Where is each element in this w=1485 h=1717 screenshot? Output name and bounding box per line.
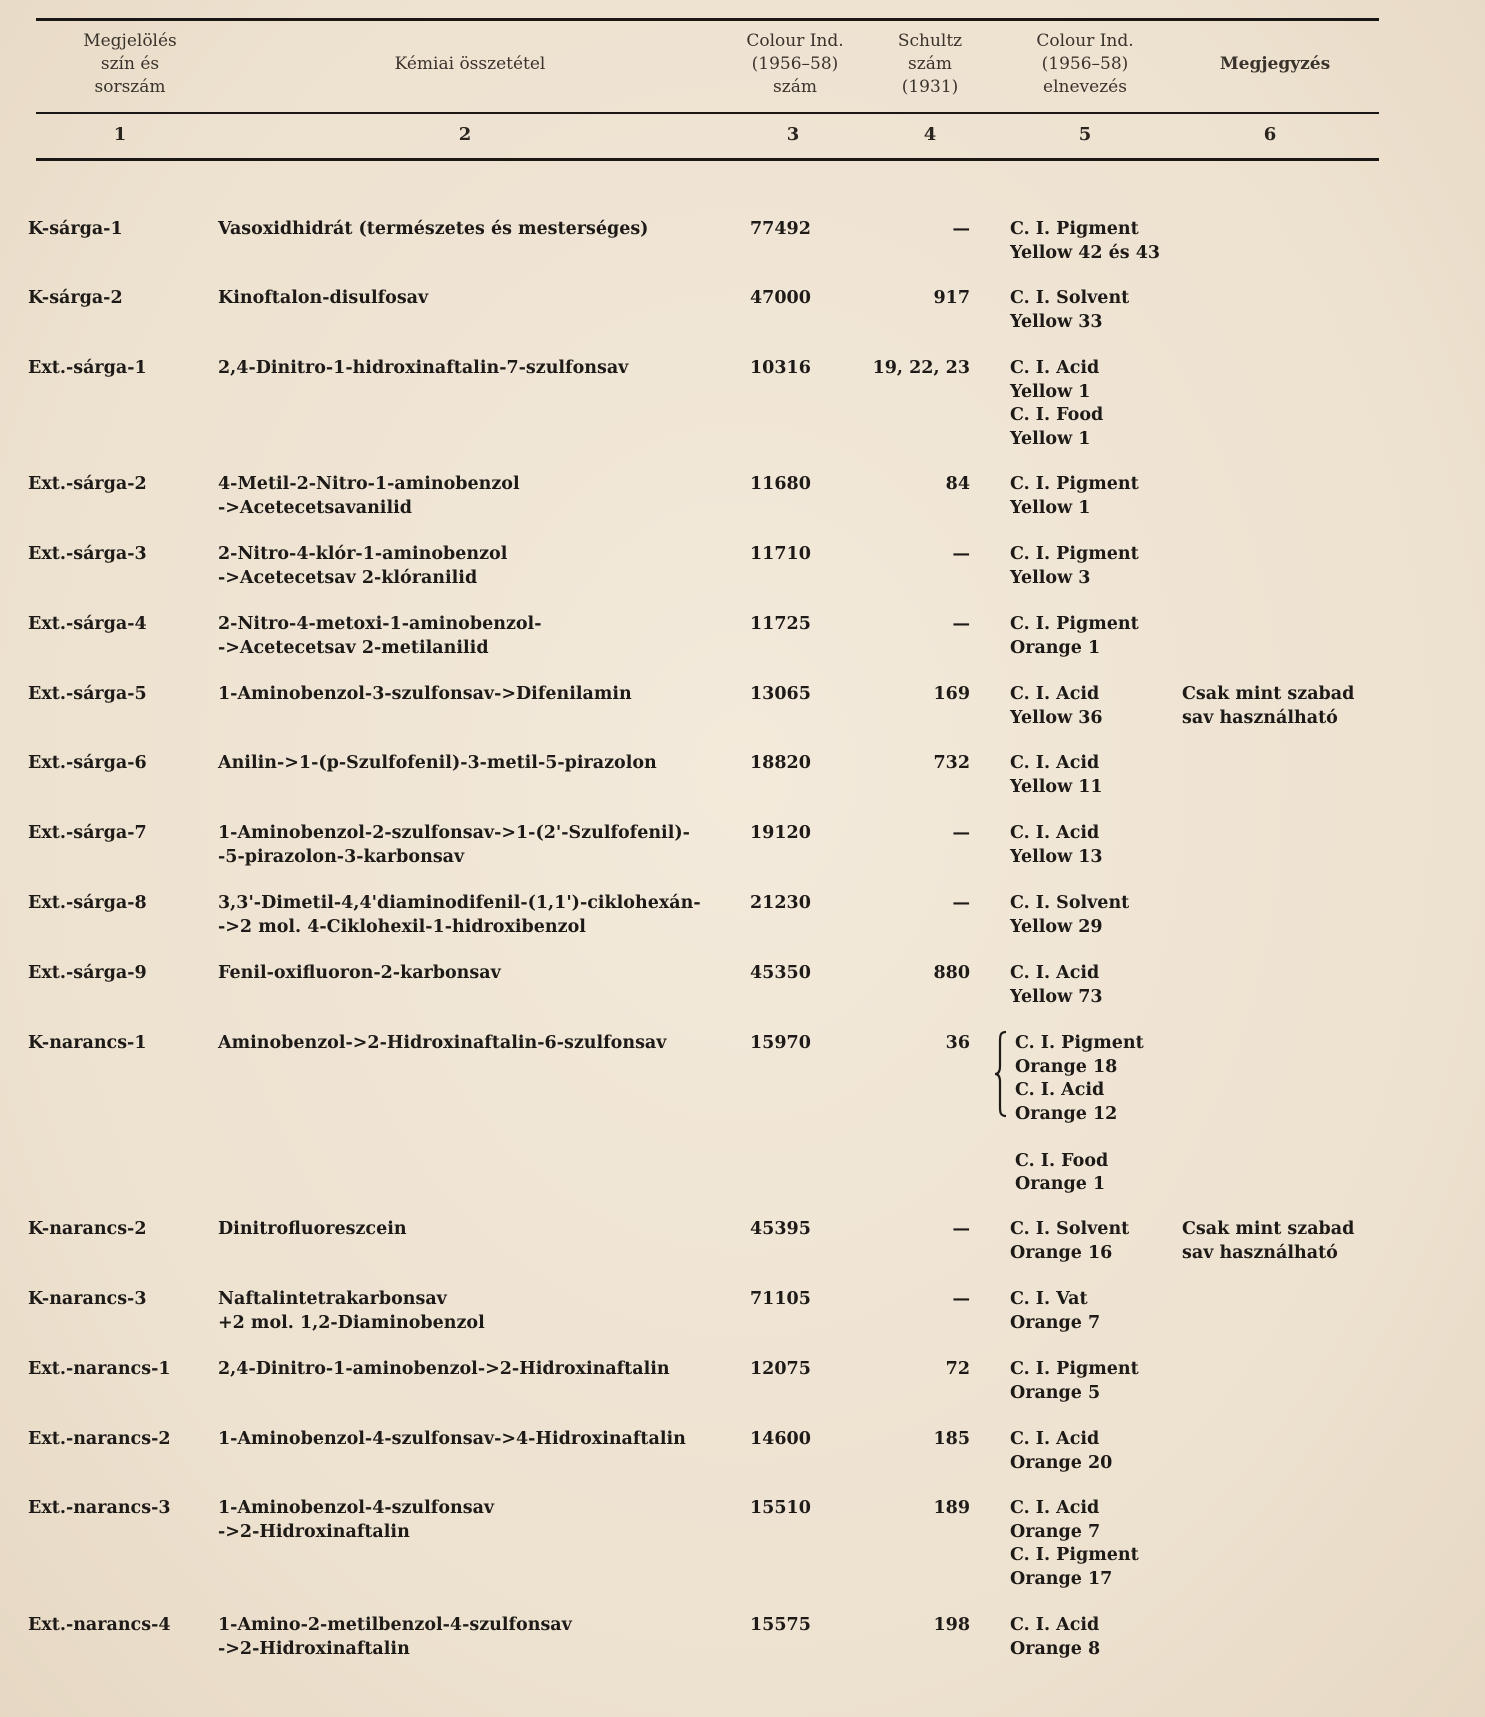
- row-schultz-number: 198: [933, 1615, 970, 1635]
- row-composition: [218, 287, 718, 311]
- row-composition: [218, 1218, 718, 1242]
- ci-name-line: C. I. Pigment: [1010, 474, 1139, 494]
- header-col4-line: (1931): [901, 77, 959, 97]
- row-ci-number: 18820: [750, 753, 811, 773]
- ci-name-line: Orange 5: [1010, 1382, 1101, 1403]
- row-composition: [218, 822, 718, 869]
- row-ci-number: 11680: [750, 474, 811, 494]
- row-label: K-narancs-1: [28, 1033, 147, 1053]
- ci-name-line: C. I. Acid: [1010, 358, 1100, 378]
- row-label: Ext.-sárga-6: [28, 753, 147, 773]
- ci-name-line: C. I. Solvent: [1010, 288, 1130, 308]
- ci-name-line: C. I. Acid: [1010, 684, 1100, 704]
- ci-name-line: C. I. Acid: [1010, 1615, 1100, 1635]
- ci-name-line: C. I. Pigment: [1010, 219, 1139, 239]
- ci-name-line: Yellow 36: [1010, 707, 1103, 728]
- ci-name-line: C. I. Pigment: [1010, 544, 1139, 564]
- row-ci-name: [1010, 892, 1185, 939]
- row-composition: [218, 357, 718, 381]
- row-ci-name: [1010, 962, 1185, 1009]
- row-ci-name: [1010, 218, 1185, 265]
- row-ci-number: 71105: [750, 1289, 811, 1309]
- composition-line: ->2 mol. 4-Ciklohexil-1-hidroxibenzol: [218, 916, 586, 937]
- header-col2-line: Kémiai összetétel: [394, 54, 546, 74]
- header-col1-line: sorszám: [94, 77, 166, 97]
- header-col1-line: szín és: [100, 54, 160, 74]
- ci-name-line: Orange 12: [1015, 1103, 1118, 1124]
- ci-name-line: C. I. Acid: [1010, 963, 1100, 983]
- column-number: 5: [1078, 124, 1092, 145]
- ci-name-line: C. I. Acid: [1010, 1429, 1100, 1449]
- row-label: K-sárga-1: [28, 219, 123, 239]
- ci-name-line: C. I. Food: [1015, 1150, 1109, 1171]
- ci-name-line: Orange 7: [1010, 1521, 1101, 1542]
- row-ci-number: 19120: [750, 823, 811, 843]
- row-label: K-sárga-2: [28, 288, 123, 308]
- composition-line: ->Acetecetsavanilid: [218, 497, 412, 518]
- composition-line: Kinoftalon-disulfosav: [218, 288, 429, 308]
- ci-name-line: Orange 1: [1010, 637, 1101, 658]
- row-ci-name: [1010, 543, 1185, 590]
- ci-name-line: Yellow 33: [1010, 311, 1103, 332]
- row-schultz-number: 917: [933, 288, 970, 308]
- composition-line: 2-Nitro-4-klór-1-aminobenzol: [218, 544, 508, 564]
- composition-line: ->2-Hidroxinaftalin: [218, 1638, 410, 1659]
- row-ci-name: [1015, 1032, 1190, 1197]
- row-composition: [218, 543, 718, 590]
- row-ci-number: 77492: [750, 219, 811, 239]
- row-composition: [218, 752, 718, 776]
- ci-name-line: Orange 18: [1015, 1056, 1118, 1077]
- row-ci-name: [1010, 1358, 1185, 1405]
- header-col5-line: (1956–58): [1041, 54, 1129, 74]
- row-ci-name: [1010, 1428, 1185, 1475]
- row-composition: [218, 218, 718, 242]
- row-schultz-number: 36: [945, 1033, 970, 1053]
- ci-name-line: Yellow 1: [1010, 428, 1091, 449]
- row-ci-name: [1010, 683, 1185, 730]
- note-line: Csak mint szabad: [1182, 684, 1355, 704]
- column-number: 1: [113, 124, 127, 145]
- ci-name-line: Orange 20: [1010, 1452, 1113, 1473]
- row-ci-name: [1010, 1288, 1185, 1335]
- ci-name-line: C. I. Pigment: [1015, 1033, 1144, 1053]
- row-note: [1182, 1218, 1382, 1265]
- row-ci-name: [1010, 1614, 1185, 1661]
- ci-name-line: [1015, 1126, 1190, 1150]
- row-composition: [218, 1032, 718, 1056]
- row-ci-name: [1010, 752, 1185, 799]
- ci-name-line: C. I. Solvent: [1010, 893, 1130, 913]
- composition-line: 3,3'-Dimetil-4,4'diaminodifenil-(1,1')-ciklohexán-: [218, 893, 701, 913]
- row-ci-number: 15970: [750, 1033, 811, 1053]
- row-schultz-number: 19, 22, 23: [872, 358, 970, 378]
- row-label: Ext.-sárga-7: [28, 823, 147, 843]
- header-col3-line: (1956–58): [751, 54, 839, 74]
- composition-line: ->2-Hidroxinaftalin: [218, 1521, 410, 1542]
- row-composition: [218, 683, 718, 707]
- ci-name-line: Orange 16: [1010, 1242, 1113, 1263]
- header-col5-line: Colour Ind.: [1036, 31, 1134, 51]
- row-label: K-narancs-2: [28, 1219, 147, 1239]
- header-col4-line: Schultz: [897, 31, 963, 51]
- row-ci-number: 11710: [750, 544, 811, 564]
- row-schultz-number: 880: [933, 963, 970, 983]
- row-ci-name: [1010, 822, 1185, 869]
- note-line: sav használható: [1182, 707, 1338, 728]
- column-number: 2: [458, 124, 472, 145]
- header-col5-line: elnevezés: [1043, 77, 1127, 97]
- row-ci-number: 47000: [750, 288, 811, 308]
- row-ci-number: 15510: [750, 1498, 811, 1518]
- ci-name-line: Yellow 73: [1010, 986, 1103, 1007]
- row-composition: [218, 1288, 718, 1335]
- row-schultz-number: 84: [945, 474, 970, 494]
- row-ci-name: [1010, 1497, 1185, 1591]
- header-col4-line: szám: [908, 54, 952, 74]
- composition-line: 1-Aminobenzol-4-szulfonsav->4-Hidroxinaftalin: [218, 1429, 686, 1449]
- header-col1-line: Megjelölés: [83, 31, 177, 51]
- ci-name-line: C. I. Acid: [1010, 753, 1100, 773]
- composition-line: 4-Metil-2-Nitro-1-aminobenzol: [218, 474, 520, 494]
- ci-name-line: C. I. Acid: [1010, 823, 1100, 843]
- composition-line: +2 mol. 1,2-Diaminobenzol: [218, 1312, 485, 1333]
- ci-name-line: Orange 17: [1010, 1568, 1113, 1589]
- row-ci-name: [1010, 473, 1185, 520]
- row-ci-name: [1010, 1218, 1185, 1265]
- ci-name-line: Yellow 29: [1010, 916, 1103, 937]
- column-number: 4: [923, 124, 937, 145]
- row-label: K-narancs-3: [28, 1289, 147, 1309]
- row-ci-number: 14600: [750, 1429, 811, 1449]
- row-schultz-number: 169: [933, 684, 970, 704]
- row-schultz-number: —: [952, 823, 970, 843]
- row-label: Ext.-narancs-3: [28, 1498, 171, 1518]
- row-label: Ext.-sárga-5: [28, 684, 147, 704]
- row-ci-number: 10316: [750, 358, 811, 378]
- row-schultz-number: —: [952, 219, 970, 239]
- column-number: 3: [786, 124, 800, 145]
- ci-name-line: C. I. Vat: [1010, 1289, 1088, 1309]
- ci-name-line: C. I. Pigment: [1010, 1545, 1139, 1565]
- ci-name-line: C. I. Pigment: [1010, 1359, 1139, 1379]
- row-composition: [218, 613, 718, 660]
- row-composition: [218, 892, 718, 939]
- composition-line: -5-pirazolon-3-karbonsav: [218, 846, 465, 867]
- row-schultz-number: 732: [933, 753, 970, 773]
- row-schultz-number: 185: [933, 1429, 970, 1449]
- composition-line: Anilin->1-(p-Szulfofenil)-3-metil-5-pirazolon: [218, 753, 657, 773]
- row-label: Ext.-sárga-4: [28, 614, 147, 634]
- ci-name-line: C. I. Food: [1010, 405, 1104, 425]
- row-label: Ext.-sárga-8: [28, 893, 147, 913]
- row-ci-number: 21230: [750, 893, 811, 913]
- composition-line: 2,4-Dinitro-1-aminobenzol->2-Hidroxinaftalin: [218, 1359, 670, 1379]
- composition-line: 1-Amino-2-metilbenzol-4-szulfonsav: [218, 1615, 572, 1635]
- row-label: Ext.-sárga-9: [28, 963, 147, 983]
- row-label: Ext.-narancs-1: [28, 1359, 171, 1379]
- row-ci-number: 15575: [750, 1615, 811, 1635]
- composition-line: 2-Nitro-4-metoxi-1-aminobenzol-: [218, 614, 542, 634]
- row-ci-number: 45395: [750, 1219, 811, 1239]
- row-schultz-number: —: [952, 893, 970, 913]
- row-ci-name: [1010, 287, 1185, 334]
- ci-name-line: Yellow 1: [1010, 381, 1091, 402]
- composition-line: 1-Aminobenzol-3-szulfonsav->Difenilamin: [218, 684, 632, 704]
- row-schultz-number: —: [952, 544, 970, 564]
- ci-name-line: Orange 8: [1010, 1638, 1101, 1659]
- ci-name-line: C. I. Acid: [1010, 1498, 1100, 1518]
- composition-line: Aminobenzol->2-Hidroxinaftalin-6-szulfonsav: [218, 1033, 667, 1053]
- row-composition: [218, 1428, 718, 1452]
- row-composition: [218, 473, 718, 520]
- row-schultz-number: —: [952, 614, 970, 634]
- row-composition: [218, 1497, 718, 1544]
- note-line: sav használható: [1182, 1242, 1338, 1263]
- ci-name-line: Orange 7: [1010, 1312, 1101, 1333]
- composition-line: ->Acetecetsav 2-klóranilid: [218, 567, 478, 588]
- ci-name-line: Orange 1: [1015, 1174, 1106, 1194]
- ci-name-line: C. I. Acid: [1015, 1080, 1105, 1100]
- header-col3-line: szám: [773, 77, 817, 97]
- ci-name-line: Yellow 1: [1010, 497, 1091, 518]
- composition-line: Fenil-oxifluoron-2-karbonsav: [218, 963, 501, 983]
- composition-line: 1-Aminobenzol-4-szulfonsav: [218, 1498, 495, 1518]
- ci-name-line: Yellow 13: [1010, 846, 1103, 867]
- composition-line: Naftalintetrakarbonsav: [218, 1289, 447, 1309]
- row-label: Ext.-narancs-2: [28, 1429, 171, 1449]
- composition-line: Vasoxidhidrát (természetes és mesterséges): [218, 219, 649, 239]
- composition-line: 2,4-Dinitro-1-hidroxinaftalin-7-szulfonsav: [218, 358, 629, 378]
- row-ci-number: 13065: [750, 684, 811, 704]
- column-number: 6: [1263, 124, 1277, 145]
- row-label: Ext.-sárga-1: [28, 358, 147, 378]
- row-schultz-number: 72: [945, 1359, 970, 1379]
- ci-name-line: Yellow 42 és 43: [1010, 242, 1161, 263]
- row-label: Ext.-sárga-3: [28, 544, 147, 564]
- ci-name-line: Yellow 3: [1010, 567, 1091, 588]
- row-note: [1182, 683, 1382, 730]
- row-composition: [218, 1358, 718, 1382]
- row-composition: [218, 962, 718, 986]
- composition-line: 1-Aminobenzol-2-szulfonsav->1-(2'-Szulfofenil)-: [218, 823, 690, 843]
- row-label: Ext.-narancs-4: [28, 1615, 171, 1635]
- composition-line: ->Acetecetsav 2-metilanilid: [218, 637, 489, 658]
- note-line: Csak mint szabad: [1182, 1219, 1355, 1239]
- row-ci-number: 12075: [750, 1359, 811, 1379]
- ci-name-line: C. I. Pigment: [1010, 614, 1139, 634]
- row-schultz-number: 189: [933, 1498, 970, 1518]
- ci-name-line: Yellow 11: [1010, 776, 1103, 797]
- row-composition: [218, 1614, 718, 1661]
- header-col3-line: Colour Ind.: [746, 31, 844, 51]
- row-ci-name: [1010, 357, 1185, 451]
- row-schultz-number: —: [952, 1219, 970, 1239]
- row-ci-name: [1010, 613, 1185, 660]
- header-col6-line: Megjegyzés: [1219, 54, 1331, 74]
- row-ci-number: 45350: [750, 963, 811, 983]
- ci-name-line: C. I. Solvent: [1010, 1219, 1130, 1239]
- row-label: Ext.-sárga-2: [28, 474, 147, 494]
- composition-line: Dinitrofluoreszcein: [218, 1219, 407, 1239]
- row-ci-number: 11725: [750, 614, 811, 634]
- row-schultz-number: —: [952, 1289, 970, 1309]
